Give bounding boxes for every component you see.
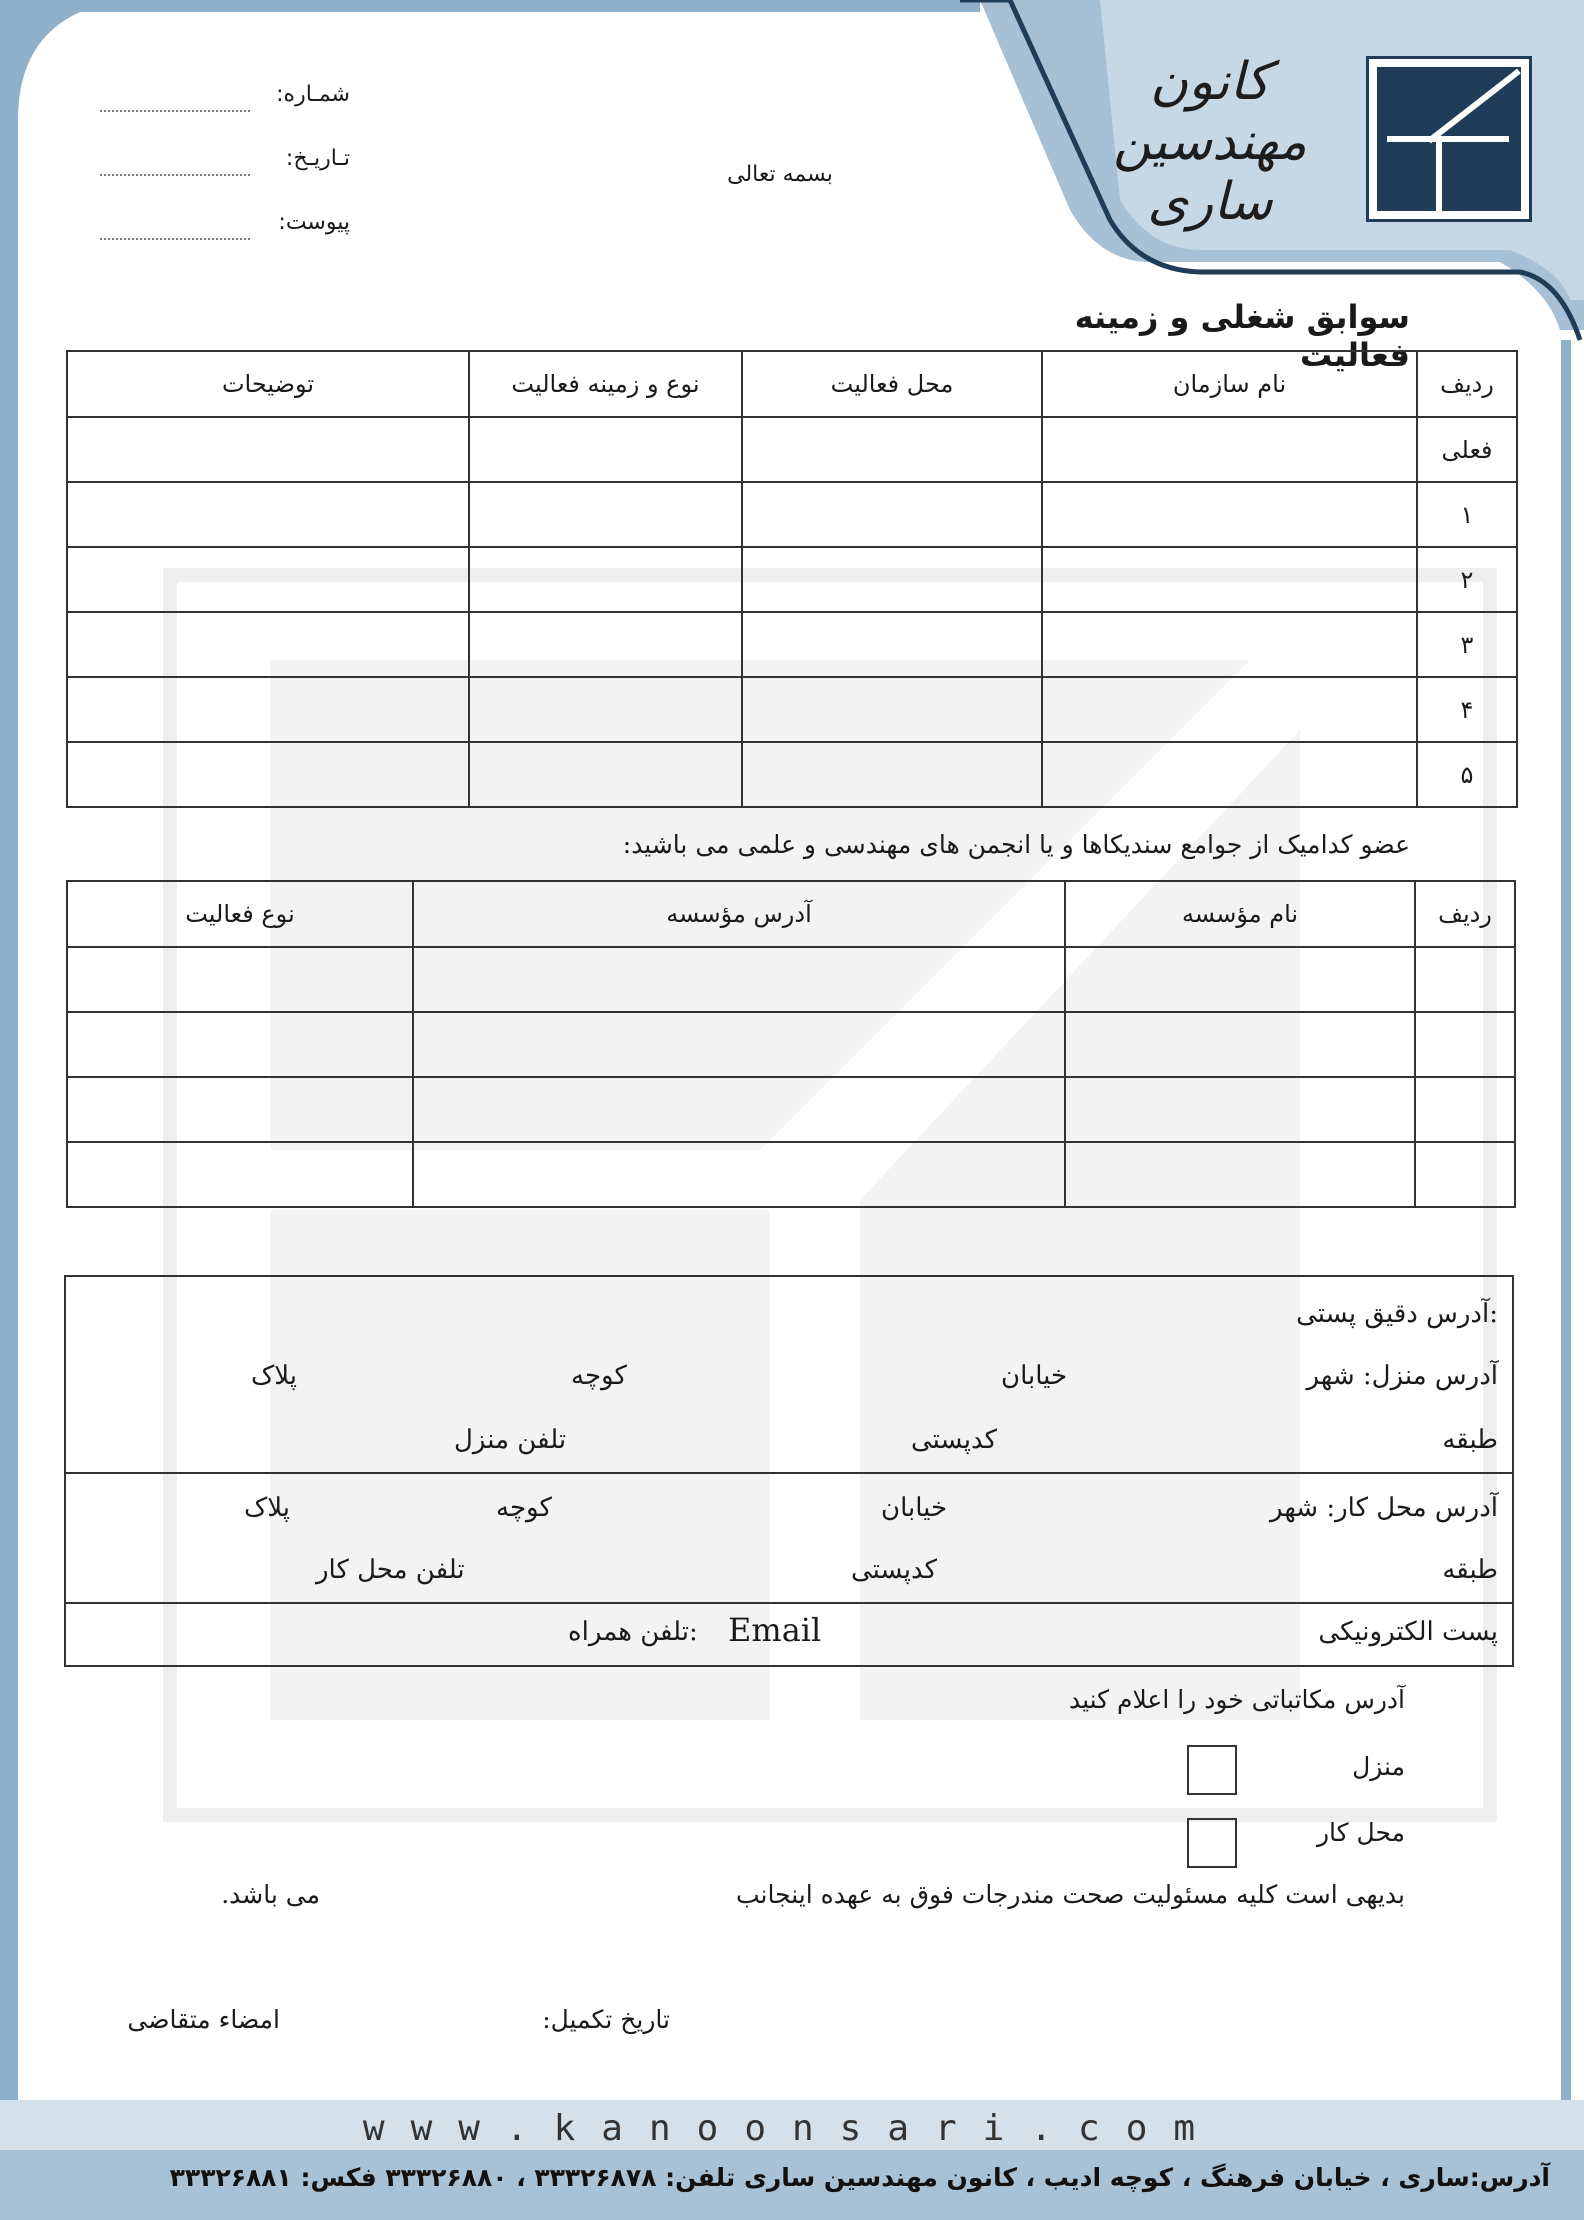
footer-address: آدرس:ساری ، خیابان فرهنگ ، کوچه ادیب ، کانون مهندسین ساری تلفن: ۳۳۳۲۶۸۷۸ ، ۳۳۳۲۶۸۸۰ فکس: ۳۳۳۲۶۸۸۱	[169, 2163, 1550, 2192]
date-dotted-line	[100, 174, 250, 176]
mobile-label[interactable]: تلفن همراه:	[568, 1617, 698, 1647]
table-cell[interactable]	[1065, 947, 1415, 1012]
option-work-checkbox[interactable]	[1187, 1818, 1237, 1868]
table-cell[interactable]	[67, 677, 469, 742]
membership-table	[66, 880, 1516, 1208]
table-cell[interactable]	[1415, 1012, 1515, 1077]
table-cell[interactable]	[67, 742, 469, 807]
bismillah: بسمه تعالی	[727, 162, 833, 187]
footer-url: www.kanoonsari.com	[362, 2108, 1222, 2149]
attachment-field[interactable]	[100, 210, 350, 250]
table-cell[interactable]	[469, 677, 742, 742]
col-header-activity-location: محل فعالیت	[742, 351, 1042, 417]
home-street-label[interactable]: خیابان	[1001, 1361, 1068, 1391]
col-header-institution-address: آدرس مؤسسه	[413, 881, 1065, 947]
work-floor-label[interactable]: طبقه	[1442, 1555, 1498, 1585]
work-phone-label[interactable]: تلفن محل کار	[316, 1555, 465, 1585]
table-row	[67, 547, 1517, 612]
table-cell[interactable]	[742, 547, 1042, 612]
col-header-row-number: ردیف	[1415, 881, 1515, 947]
declaration-text: بدیهی است کلیه مسئولیت صحت مندرجات فوق به عهده اینجانب	[736, 1880, 1405, 1909]
row-number: ۴	[1417, 677, 1517, 742]
home-phone-label[interactable]: تلفن منزل	[454, 1425, 567, 1455]
table-cell[interactable]	[1042, 547, 1417, 612]
table-row	[67, 612, 1517, 677]
table-cell[interactable]	[1042, 417, 1417, 482]
completion-date-label[interactable]: تاریخ تکمیل:	[542, 2005, 670, 2034]
col-header-organization: نام سازمان	[1042, 351, 1417, 417]
table-cell[interactable]	[469, 547, 742, 612]
logo-name: کانون مهندسین ساری	[1113, 52, 1307, 232]
table-cell[interactable]	[67, 947, 413, 1012]
table-cell[interactable]	[1415, 947, 1515, 1012]
table-cell[interactable]	[1065, 1012, 1415, 1077]
table-cell[interactable]	[67, 482, 469, 547]
table-row	[67, 1142, 1515, 1207]
email-label[interactable]: پست الکترونیکی	[1318, 1617, 1498, 1647]
row-number: فعلی	[1417, 417, 1517, 482]
membership-question: عضو کدامیک از جوامع سندیکاها و یا انجمن های مهندسی و علمی می باشید:	[622, 830, 1410, 859]
table-cell[interactable]	[1042, 677, 1417, 742]
table-cell[interactable]	[742, 417, 1042, 482]
col-header-activity-type: نوع و زمینه فعالیت	[469, 351, 742, 417]
row-number: ۱	[1417, 482, 1517, 547]
work-alley-label[interactable]: کوچه	[496, 1493, 552, 1523]
table-cell[interactable]	[67, 1077, 413, 1142]
table-cell[interactable]	[742, 742, 1042, 807]
row-number: ۵	[1417, 742, 1517, 807]
home-floor-label[interactable]: طبقه	[1442, 1425, 1498, 1455]
table-row	[67, 742, 1517, 807]
option-work-label: محل کار	[1316, 1818, 1405, 1847]
logo-icon	[1366, 56, 1532, 222]
table-cell[interactable]	[413, 1012, 1065, 1077]
attachment-label: پیوست:	[278, 210, 350, 235]
home-plate-label[interactable]: پلاک	[251, 1361, 298, 1391]
work-city-label[interactable]: آدرس محل کار: شهر	[1269, 1493, 1498, 1523]
table-cell[interactable]	[469, 612, 742, 677]
table-cell[interactable]	[469, 417, 742, 482]
date-label: تـاریـخ:	[285, 146, 350, 171]
table-cell[interactable]	[1042, 742, 1417, 807]
table-cell[interactable]	[67, 1142, 413, 1207]
table-cell[interactable]	[1415, 1077, 1515, 1142]
table-cell[interactable]	[1042, 612, 1417, 677]
experience-table	[66, 350, 1518, 808]
col-header-activity-type: نوع فعالیت	[67, 881, 413, 947]
postal-address-label: آدرس دقیق پستی:	[1296, 1299, 1498, 1329]
table-row	[67, 1012, 1515, 1077]
declaration-suffix: می باشد.	[221, 1880, 320, 1909]
divider	[66, 1602, 1512, 1604]
table-cell[interactable]	[67, 417, 469, 482]
row-number: ۳	[1417, 612, 1517, 677]
table-cell[interactable]	[413, 1142, 1065, 1207]
table-cell[interactable]	[413, 1077, 1065, 1142]
applicant-signature-label[interactable]: امضاء متقاضی	[127, 2005, 280, 2034]
section-title: سوابق شغلی و زمینه فعالیت	[1074, 298, 1410, 374]
table-cell[interactable]	[1042, 482, 1417, 547]
attachment-dotted-line	[100, 238, 250, 240]
table-cell[interactable]	[413, 947, 1065, 1012]
table-cell[interactable]	[469, 482, 742, 547]
email-en-label[interactable]: Email	[728, 1611, 822, 1649]
number-field[interactable]	[100, 82, 350, 122]
option-home-label: منزل	[1352, 1752, 1405, 1781]
col-header-row-number: ردیف	[1417, 351, 1517, 417]
table-cell[interactable]	[67, 1012, 413, 1077]
table-row	[67, 1077, 1515, 1142]
work-street-label[interactable]: خیابان	[881, 1493, 948, 1523]
address-section	[64, 1275, 1514, 1667]
table-cell[interactable]	[469, 742, 742, 807]
table-cell[interactable]	[742, 677, 1042, 742]
work-plate-label[interactable]: پلاک	[244, 1493, 291, 1523]
home-postal-code-label[interactable]: کدپستی	[911, 1425, 997, 1455]
home-city-label[interactable]: آدرس منزل: شهر	[1306, 1361, 1498, 1391]
table-cell[interactable]	[1065, 1077, 1415, 1142]
home-alley-label[interactable]: کوچه	[571, 1361, 627, 1391]
experience-header-row	[67, 351, 1517, 417]
correspondence-question: آدرس مکاتباتی خود را اعلام کنید	[1068, 1685, 1405, 1714]
work-postal-code-label[interactable]: کدپستی	[851, 1555, 937, 1585]
table-row	[67, 482, 1517, 547]
row-number: ۲	[1417, 547, 1517, 612]
table-row	[67, 947, 1515, 1012]
option-home-checkbox[interactable]	[1187, 1745, 1237, 1795]
col-header-description: توضیحات	[67, 351, 469, 417]
table-row	[67, 677, 1517, 742]
table-cell[interactable]	[742, 482, 1042, 547]
table-cell[interactable]	[67, 547, 469, 612]
divider	[66, 1472, 1512, 1474]
date-field[interactable]	[100, 146, 350, 186]
membership-header-row	[67, 881, 1515, 947]
col-header-institution-name: نام مؤسسه	[1065, 881, 1415, 947]
number-label: شمـاره:	[276, 82, 350, 107]
table-cell[interactable]	[1065, 1142, 1415, 1207]
number-dotted-line	[100, 110, 250, 112]
table-cell[interactable]	[742, 612, 1042, 677]
table-cell[interactable]	[1415, 1142, 1515, 1207]
table-row	[67, 417, 1517, 482]
table-cell[interactable]	[67, 612, 469, 677]
